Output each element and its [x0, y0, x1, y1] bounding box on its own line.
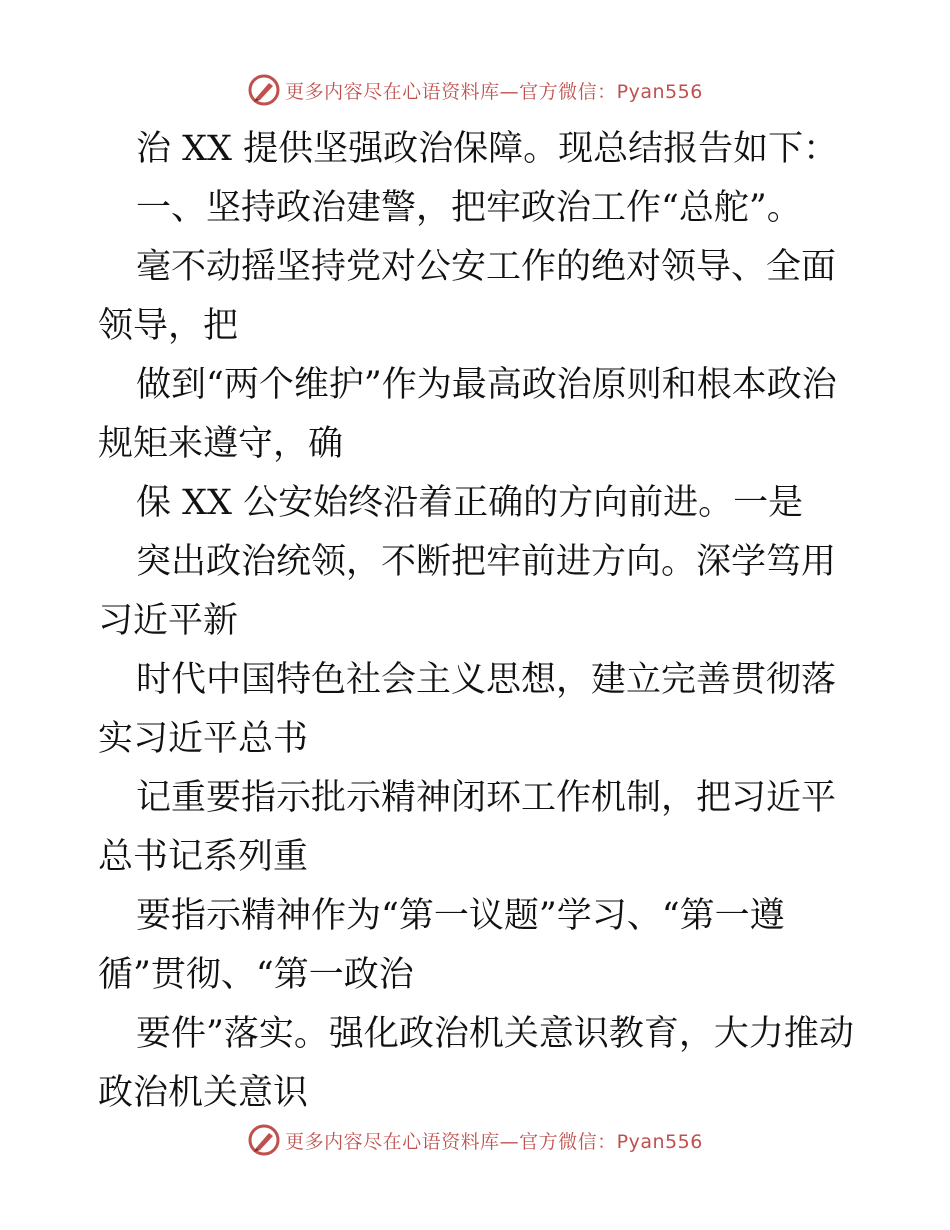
- paragraph: 时代中国特色社会主义思想，建立完善贯彻落实习近平总书: [98, 660, 837, 759]
- pen-logo-icon: [247, 73, 281, 107]
- header-banner: [0, 70, 950, 110]
- paragraph: 毫不动摇坚持党对公安工作的绝对领导、全面领导，把: [98, 247, 837, 346]
- document-body: [98, 120, 858, 1123]
- pen-logo-icon: [247, 1123, 281, 1157]
- header-banner-text: 更多内容尽在心语资料库—官方微信：Pyan556: [285, 80, 703, 103]
- footer-banner-text: 更多内容尽在心语资料库—官方微信：Pyan556: [285, 1130, 703, 1153]
- footer-banner: [0, 1120, 950, 1160]
- paragraph: 要件”落实。强化政治机关意识教育，大力推动政治机关意识: [98, 1014, 854, 1113]
- paragraph: 一、坚持政治建警，把牢政治工作“总舵”。: [136, 188, 802, 228]
- paragraph: 治 XX 提供坚强政治保障。现总结报告如下：: [136, 129, 839, 169]
- paragraph: 要指示精神作为“第一议题”学习、“第一遵循”贯彻、“第一政治: [98, 896, 785, 995]
- paragraph: 记重要指示批示精神闭环工作机制，把习近平总书记系列重: [98, 778, 837, 877]
- paragraph: 保 XX 公安始终沿着正确的方向前进。一是: [136, 483, 804, 523]
- paragraph: 做到“两个维护”作为最高政治原则和根本政治规矩来遵守，确: [98, 365, 837, 464]
- paragraph: 突出政治统领，不断把牢前进方向。深学笃用习近平新: [98, 542, 837, 641]
